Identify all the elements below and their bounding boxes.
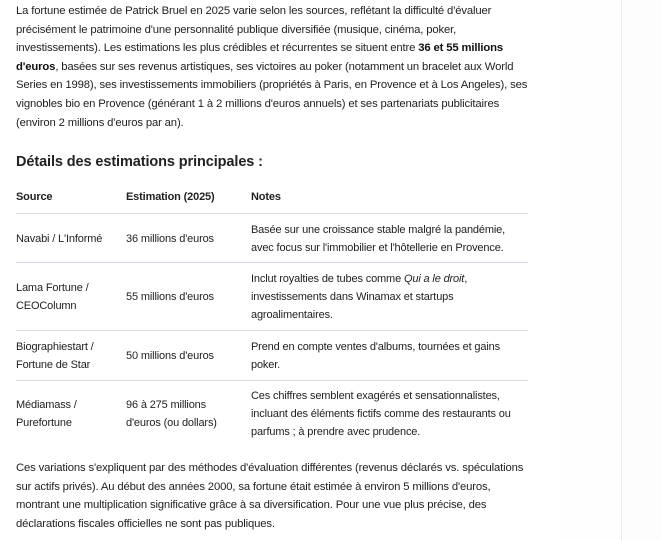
table-row xyxy=(16,263,528,331)
cell-notes xyxy=(251,214,528,263)
notes-text: Ces chiffres semblent exagérés et sensationnalistes, incluant des éléments fictifs comme des restaurants ou parfums ; à prendre avec prudence. xyxy=(251,390,511,439)
header-source: Source xyxy=(16,180,126,214)
conclusion-paragraph: Ces variations s'expliquent par des méthodes d'évaluation différentes (revenus déclarés vs. spéculations sur actifs privés). Au début des années 2000, sa fortune était estimée à environ 5 millions d'euros, montrant une multiplication significative grâce à sa diversification. Pour une vue plus précise, des déclarations fiscales officielles ne sont pas publiques. xyxy=(16,462,524,530)
header-notes: Notes xyxy=(251,180,528,214)
cell-source: Navabi / L'Informé xyxy=(16,214,126,263)
table-row xyxy=(16,331,528,381)
table-header-row xyxy=(16,180,528,214)
cell-source: Médiamass / Purefortune xyxy=(16,399,77,430)
intro-paragraph xyxy=(16,2,528,132)
cell-source: Biographiestart / Fortune de Star xyxy=(16,331,126,381)
notes-text: Basée sur une croissance stable malgré la pandémie, avec focus sur l'immobilier et l'hôtellerie en Provence. xyxy=(251,223,506,254)
cell-estimation: 36 millions d'euros xyxy=(126,214,251,263)
song-title: Qui a le droit xyxy=(403,273,465,285)
table-row xyxy=(16,381,528,447)
cell-estimation: 50 millions d'euros xyxy=(126,331,251,381)
cell-estimation: 55 millions d'euros xyxy=(126,263,251,331)
intro-text-continued: , basées sur ses revenus artistiques, ses victoires au poker (notamment un bracelet aux World Series en 1998), ses investissements immobiliers (propriétés à Paris, en Provence et à Los Angeles), ses vignobles bio en Provence (générant 1 à 2 millions d'euros annuels) et ses partenariats publicitaires (environ 2 millions d'euros par an). xyxy=(16,60,528,129)
cell-source: Lama Fortune / CEOColumn xyxy=(16,263,126,331)
chat-background xyxy=(560,0,621,540)
notes-text: Prend en compte ventes d'albums, tournées et gains poker. xyxy=(251,341,500,371)
table-row xyxy=(16,214,528,263)
section-title: Détails des estimations principales : xyxy=(16,154,263,170)
side-panel xyxy=(622,0,661,540)
cell-notes xyxy=(251,381,528,447)
intro-text: La fortune estimée de Patrick Bruel en 2025 varie selon les sources, reflétant la difficulté d'évaluer précisément le patrimoine d'une personnalité publique diversifiée (musique, cinéma, poker, investissements). Les estimations les plus crédibles et récurrentes se situent entre xyxy=(16,5,492,55)
cell-estimation: 96 à 275 millions d'euros (ou dollars) xyxy=(126,399,217,430)
cell-notes xyxy=(251,331,528,381)
intro-highlight: 36 et 55 millions d'euros xyxy=(16,42,504,73)
header-estimation: Estimation (2025) xyxy=(126,180,251,214)
notes-text-continued: , investissements dans Winamax et startups agroalimentaires. xyxy=(251,273,468,321)
notes-text: Inclut royalties de tubes comme xyxy=(251,273,404,285)
estimates-table xyxy=(16,180,528,447)
cell-notes xyxy=(251,263,528,331)
